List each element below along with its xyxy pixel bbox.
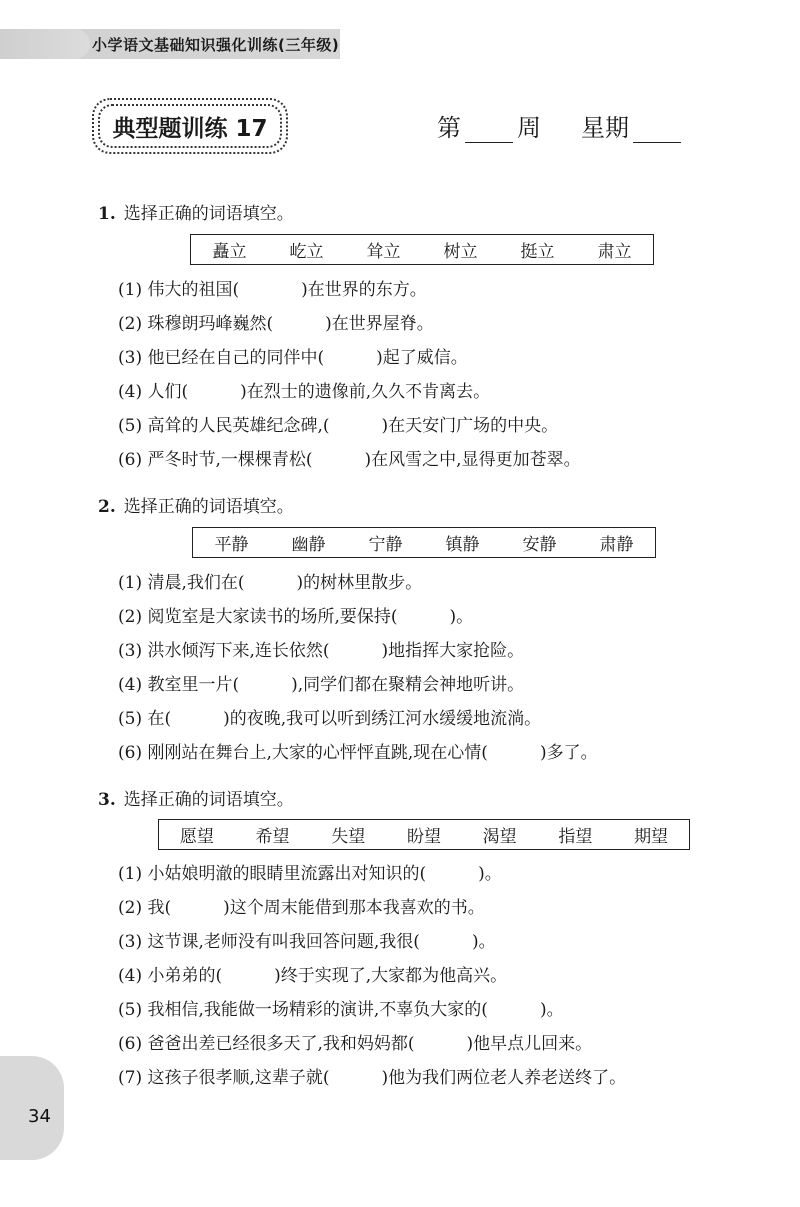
item-text-before: 小弟弟的( — [147, 966, 223, 986]
section-3-word-box — [158, 819, 690, 850]
word-option: 镇静 — [445, 535, 480, 555]
question-item — [118, 673, 524, 697]
question-item — [118, 414, 558, 438]
item-text-after: )在世界屋脊。 — [325, 314, 434, 334]
word-option: 希望 — [255, 827, 290, 847]
lesson-title: 典型题训练 17 — [112, 116, 268, 142]
item-label: (4) — [118, 675, 143, 695]
question-item — [118, 862, 502, 886]
section-1-title — [98, 199, 294, 224]
item-text-before: 我相信,我能做一场精彩的演讲,不辜负大家的( — [147, 1000, 488, 1020]
item-text-before: 洪水倾泻下来,连长依然( — [147, 641, 330, 661]
item-text-after: )在天安门广场的中央。 — [381, 416, 559, 436]
item-text-before: 刚刚站在舞台上,大家的心怦怦直跳,现在心情( — [147, 743, 488, 763]
item-text-after: )在烈士的遗像前,久久不肯离去。 — [240, 382, 491, 402]
item-text-before: 珠穆朗玛峰巍然( — [147, 314, 274, 334]
question-item — [118, 1066, 626, 1090]
question-item — [118, 312, 434, 336]
word-option: 幽静 — [291, 535, 326, 555]
item-text-after: )他为我们两位老人养老送终了。 — [381, 1068, 627, 1088]
word-option: 平静 — [214, 535, 249, 555]
item-text-before: 清晨,我们在( — [147, 573, 245, 593]
item-label: (2) — [118, 607, 143, 627]
section-2-instruction: 选择正确的词语填空。 — [123, 497, 294, 517]
item-text-after: )。 — [471, 932, 496, 952]
word-option: 树立 — [443, 242, 478, 262]
item-text-before: 伟大的祖国( — [147, 280, 240, 300]
item-text-before: 高耸的人民英雄纪念碑,( — [147, 416, 330, 436]
item-text-before: 小姑娘明澈的眼睛里流露出对知识的( — [147, 864, 427, 884]
item-label: (7) — [118, 1068, 143, 1088]
item-text-after: )终于实现了,大家都为他高兴。 — [274, 966, 508, 986]
question-item — [118, 930, 496, 954]
item-text-before: 他已经在自己的同伴中( — [147, 348, 325, 368]
weekday-blank[interactable] — [633, 116, 681, 143]
item-label: (5) — [118, 1000, 143, 1020]
item-label: (6) — [118, 743, 143, 763]
question-item — [118, 998, 564, 1022]
item-text-before: 阅览室是大家读书的场所,要保持( — [147, 607, 398, 627]
item-text-after: )。 — [478, 864, 502, 884]
word-option: 肃静 — [599, 535, 634, 555]
item-text-after: )地指挥大家抢险。 — [381, 641, 525, 661]
question-item — [118, 571, 422, 595]
book-title: 小学语文基础知识强化训练(三年级) — [92, 36, 340, 54]
week-day-line — [437, 108, 685, 143]
section-3-instruction: 选择正确的词语填空。 — [123, 790, 294, 810]
item-text-before: 这节课,老师没有叫我回答问题,我很( — [147, 932, 420, 952]
weekday-label: 星期 — [581, 114, 629, 142]
word-option: 愿望 — [179, 827, 214, 847]
question-item — [118, 380, 490, 404]
question-item — [118, 707, 541, 731]
item-text-after: )多了。 — [539, 743, 598, 763]
section-1-number: 1. — [98, 204, 116, 224]
item-text-after: )他早点儿回来。 — [466, 1034, 593, 1054]
week-prefix: 第 — [437, 114, 461, 142]
week-mid: 周 — [517, 114, 541, 142]
word-option: 屹立 — [289, 242, 324, 262]
word-option: 盼望 — [406, 827, 441, 847]
item-text-after: )在世界的东方。 — [301, 280, 427, 300]
question-item — [118, 896, 485, 920]
item-label: (2) — [118, 314, 143, 334]
word-option: 矗立 — [212, 242, 247, 262]
item-label: (4) — [118, 966, 143, 986]
item-label: (3) — [118, 932, 143, 952]
item-text-after: )的树林里散步。 — [296, 573, 423, 593]
item-text-after: )这个周末能借到那本我喜欢的书。 — [223, 898, 485, 918]
item-text-after: )。 — [539, 1000, 564, 1020]
question-item — [118, 605, 473, 629]
question-item — [118, 741, 598, 765]
item-label: (2) — [118, 898, 143, 918]
section-1-word-box — [190, 234, 654, 265]
word-option: 安静 — [522, 535, 557, 555]
item-label: (1) — [118, 864, 143, 884]
item-text-after: )。 — [449, 607, 474, 627]
question-item — [118, 964, 507, 988]
item-label: (5) — [118, 709, 143, 729]
item-text-before: 严冬时节,一棵棵青松( — [147, 450, 313, 470]
week-blank[interactable] — [465, 116, 513, 143]
item-text-after: ),同学们都在聚精会神地听讲。 — [291, 675, 525, 695]
question-item — [118, 1032, 592, 1056]
item-label: (6) — [118, 1034, 143, 1054]
question-item — [118, 278, 427, 302]
word-option: 指望 — [558, 827, 593, 847]
section-3-number: 3. — [98, 790, 116, 810]
item-label: (4) — [118, 382, 143, 402]
word-option: 肃立 — [597, 242, 632, 262]
item-label: (1) — [118, 573, 143, 593]
section-2-title — [98, 492, 294, 517]
item-label: (3) — [118, 641, 143, 661]
item-label: (6) — [118, 450, 143, 470]
section-2-word-box — [192, 527, 656, 558]
lesson-title-frame — [92, 98, 288, 154]
word-option: 耸立 — [366, 242, 401, 262]
item-label: (5) — [118, 416, 143, 436]
section-2-number: 2. — [98, 497, 116, 517]
word-option: 期望 — [634, 827, 669, 847]
item-text-before: 在( — [147, 709, 172, 729]
word-option: 渴望 — [482, 827, 517, 847]
item-text-before: 爸爸出差已经很多天了,我和妈妈都( — [147, 1034, 415, 1054]
word-option: 挺立 — [520, 242, 555, 262]
item-label: (3) — [118, 348, 143, 368]
section-3-title — [98, 785, 294, 810]
page-number: 34 — [28, 1106, 51, 1127]
question-item — [118, 448, 581, 472]
item-text-after: )在风雪之中,显得更加苍翠。 — [364, 450, 581, 470]
item-label: (1) — [118, 280, 143, 300]
word-option: 宁静 — [368, 535, 403, 555]
item-text-before: 我( — [147, 898, 172, 918]
item-text-after: )的夜晚,我可以听到绣江河水缓缓地流淌。 — [223, 709, 542, 729]
item-text-before: 人们( — [147, 382, 189, 402]
section-1-instruction: 选择正确的词语填空。 — [123, 204, 294, 224]
item-text-before: 教室里一片( — [147, 675, 240, 695]
word-option: 失望 — [331, 827, 366, 847]
question-item — [118, 639, 524, 663]
question-item — [118, 346, 468, 370]
item-text-after: )起了威信。 — [376, 348, 468, 368]
item-text-before: 这孩子很孝顺,这辈子就( — [147, 1068, 330, 1088]
